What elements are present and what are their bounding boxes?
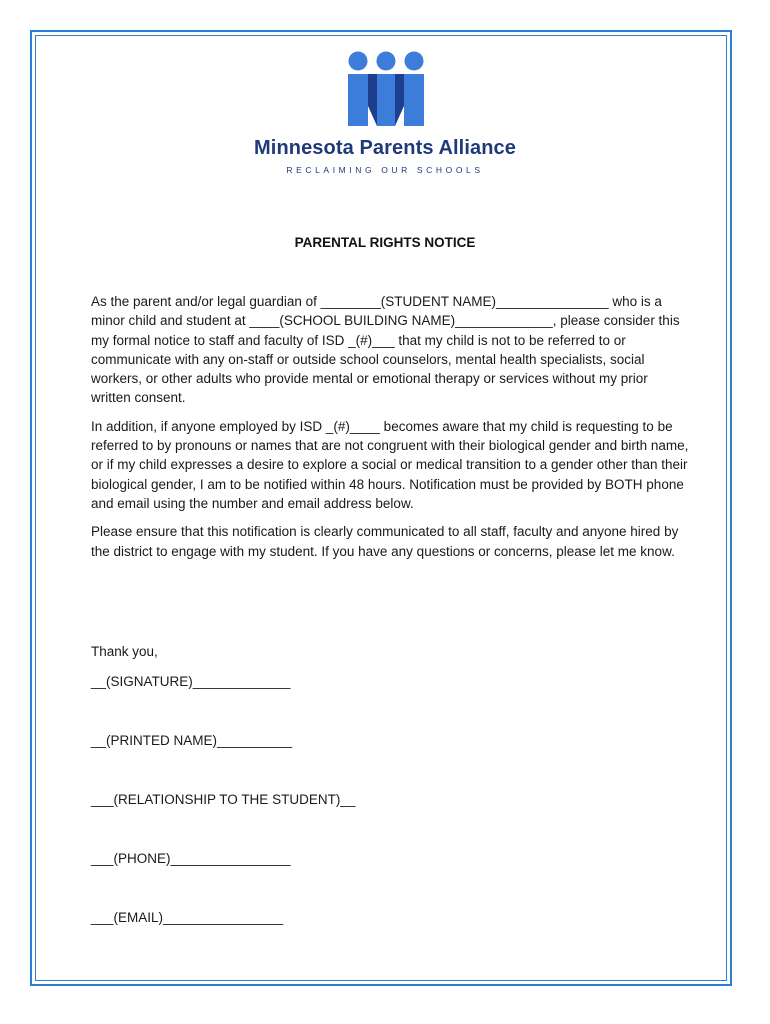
email-field[interactable]: ___(EMAIL)________________: [91, 910, 284, 925]
document-title: PARENTAL RIGHTS NOTICE: [294, 235, 476, 250]
logo-shadow-right: [395, 74, 404, 126]
organization-name: Minnesota Parents Alliance: [254, 137, 516, 159]
minnesota-parents-alliance-logo: [346, 50, 426, 126]
logo-body-right: [404, 74, 424, 126]
logo-body-center: [377, 74, 395, 126]
logo-head-center: [377, 52, 396, 71]
notice-body: [91, 292, 691, 570]
organization-tagline: RECLAIMING OUR SCHOOLS: [286, 165, 484, 175]
logo-body-left: [348, 74, 368, 126]
signature-field[interactable]: __(SIGNATURE)_____________: [91, 674, 291, 689]
printed-name-field[interactable]: __(PRINTED NAME)__________: [91, 733, 293, 748]
paragraph-request: Please ensure that this notification is clearly communicated to all staff, faculty and anyone hired by the district to engage with my student. If you have any questions or concerns, please let me know.: [91, 524, 679, 559]
logo-shadow-left: [368, 74, 377, 126]
relationship-field[interactable]: ___(RELATIONSHIP TO THE STUDENT)__: [91, 792, 356, 807]
paragraph-notification: In addition, if anyone employed by ISD _(#)____ becomes aware that my child is requesting to be referred to by pronouns or names that are not congruent with their biological gender and birth name, or if my child expresses a desire to explore a social or medical transition to a gender other than their biological gender, I am to be notified within 48 hours. Notification must be provided by BOTH phone and email using the number and email address below.: [91, 418, 689, 511]
closing-thank-you: Thank you,: [91, 644, 158, 659]
logo-head-left: [349, 52, 368, 71]
logo-head-right: [405, 52, 424, 71]
paragraph-consent: As the parent and/or legal guardian of ________(STUDENT NAME)_______________ who is a minor child and student at ____(SCHOOL BUILDING NAME)_____________, please consider this my formal notice to staff and faculty of ISD _(#)___ that my child is not to be referred to or communicate with any on-staff or outside school counselors, mental health specialists, social workers, or other adults who provide mental or emotional therapy or services without my prior written consent.: [91, 294, 680, 406]
phone-field[interactable]: ___(PHONE)________________: [91, 851, 291, 866]
